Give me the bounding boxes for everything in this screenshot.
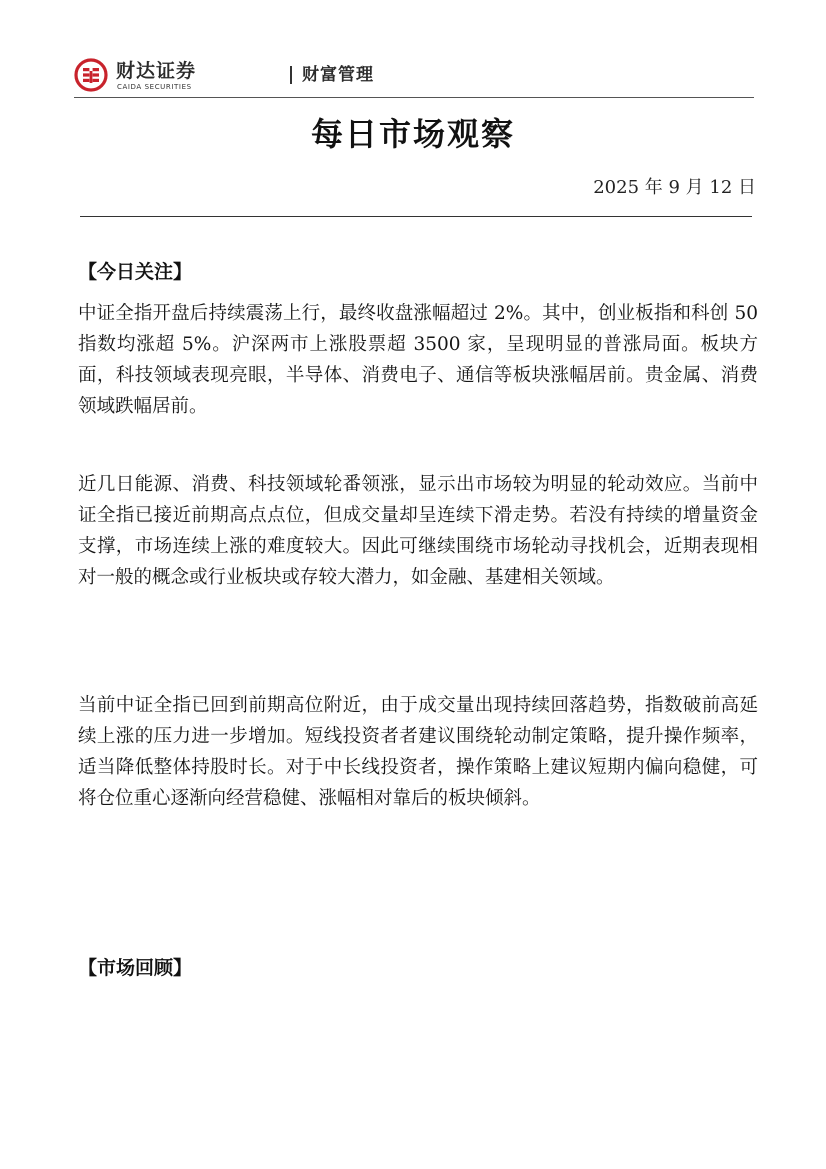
page-title: 每日市场观察 (310, 115, 515, 153)
section-heading-review: 【市场回顾】 (78, 957, 193, 979)
header-divider (74, 97, 754, 98)
brand-subtitle: 财富管理 (302, 65, 374, 85)
report-date: 2025 年 9 月 12 日 (593, 177, 756, 198)
paragraph-market-summary: 中证全指开盘后持续震荡上行，最终收盘涨幅超过 2%。其中，创业板指和科创 50 指数均涨超 5%。沪深两市上涨股票超 3500 家，呈现明显的普涨局面。板块方面，科技领域表现亮眼，半导体、消费电子、通信等板块涨幅居前。贵金属、消费领域跌幅居前。 (78, 303, 758, 417)
brand-name-en: CAIDA SECURITIES (117, 83, 192, 91)
brand-name-cn: 财达证券 (116, 60, 197, 82)
paragraph-strategy-advice: 当前中证全指已回到前期高位附近，由于成交量出现持续回落趋势，指数破前高延续上涨的压力进一步增加。短线投资者者建议围绕轮动制定策略，提升操作频率，适当降低整体持股时长。对于中长线投资者，操作策略上建议短期内偏向稳健，可将仓位重心逐渐向经营稳健、涨幅相对靠后的板块倾斜。 (78, 695, 758, 809)
brand-separator (290, 66, 292, 84)
caida-logo-icon (74, 58, 108, 92)
title-divider (80, 216, 752, 217)
brand-header (74, 58, 754, 96)
paragraph-rotation-analysis: 近几日能源、消费、科技领域轮番领涨，显示出市场较为明显的轮动效应。当前中证全指已接近前期高点点位，但成交量却呈连续下滑走势。若没有持续的增量资金支撑，市场连续上涨的难度较大。因此可继续围绕市场轮动寻找机会，近期表现相对一般的概念或行业板块或存较大潜力，如金融、基建相关领域。 (78, 474, 758, 588)
section-heading-focus: 【今日关注】 (78, 261, 193, 283)
